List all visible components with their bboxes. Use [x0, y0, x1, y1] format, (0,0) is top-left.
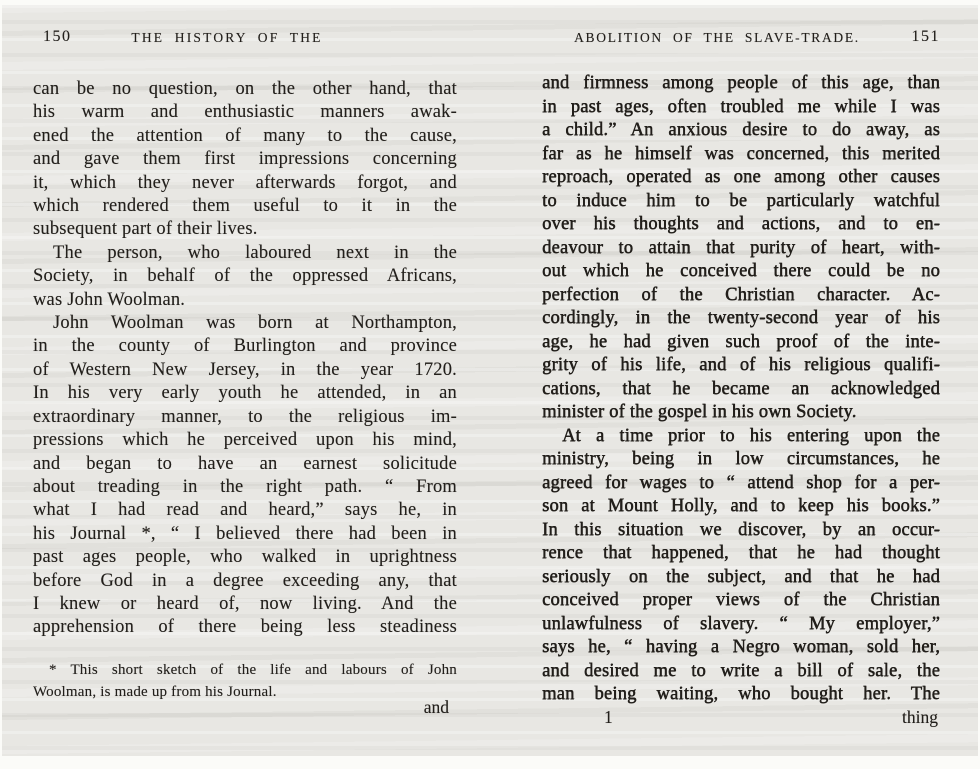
text-line: grity of his life, and of his religious qualifi-	[542, 355, 940, 375]
left-running-title: THE HISTORY OF THE	[131, 30, 323, 45]
text-line: a child.” An anxious desire to do away, as	[542, 120, 940, 140]
catchword: thing	[902, 706, 938, 727]
text-line: about treading in the right path. “ From	[33, 476, 457, 497]
text-line: over his thoughts and actions, and to en-	[542, 214, 940, 234]
text-line: son at Mount Holly, and to keep his books.”	[542, 496, 940, 516]
text-line: Society, in behalf of the oppressed Africans,	[33, 266, 457, 287]
left-page-number: 150	[43, 28, 72, 45]
text-line: perfection of the Christian character. Ac-	[542, 284, 940, 305]
text-line: In this situation we discover, by an occur-	[542, 519, 940, 540]
right-running-title: ABOLITION OF THE SLAVE-TRADE.	[574, 30, 860, 45]
text-line: Woolman, is made up from his Journal.	[33, 683, 277, 700]
text-line: it, which they never afterwards forgot, and	[33, 172, 457, 193]
text-line: At a time prior to his entering upon the	[562, 425, 940, 446]
text-line: deavour to attain that purity of heart, with-	[542, 237, 940, 258]
text-line: in the county of Burlington and province	[33, 336, 457, 357]
text-line: age, he had given such proof of the inte-	[542, 331, 940, 352]
text-line: and began to have an earnest solicitude	[33, 453, 457, 474]
right-page-number: 151	[911, 28, 940, 45]
text-line: subsequent part of their lives.	[33, 219, 258, 240]
text-line: and gave them first impressions concerning	[33, 149, 457, 170]
left-running-head	[33, 30, 457, 52]
page-right	[542, 30, 940, 731]
text-line: in past ages, often troubled me while I was	[542, 96, 940, 117]
text-line: conceived proper views of the Christian	[542, 590, 940, 610]
right-running-head	[542, 30, 940, 52]
text-line: of Western New Jersey, in the year 1720.	[33, 359, 457, 380]
left-body-text	[33, 78, 457, 640]
text-line: and desired me to write a bill of sale, the	[542, 660, 940, 681]
text-line: past ages people, who walked in uprightness	[33, 547, 457, 568]
text-line: I knew or heard of, now living. And the	[33, 593, 457, 614]
text-line: far as he himself was concerned, this merited	[542, 143, 940, 164]
text-line: his Journal *, “ I believed there had been in	[33, 523, 457, 544]
text-line: ministry, being in low circumstances, he	[542, 449, 940, 469]
text-line: was John Woolman.	[33, 289, 186, 310]
text-line: rence that happened, that he had thought	[542, 543, 940, 563]
text-line: to induce him to be particularly watchful	[542, 190, 940, 211]
text-line: can be no question, on the other hand, that	[33, 79, 457, 99]
right-signature-line	[542, 707, 940, 731]
text-line: unlawfulness of slavery. “ My employer,”	[542, 613, 940, 634]
text-line: pressions which he perceived upon his mind,	[33, 430, 457, 451]
text-line: out which he conceived there could be no	[542, 261, 940, 281]
text-line: minister of the gospel in his own Society.	[542, 402, 857, 422]
right-body-text	[542, 72, 940, 707]
text-line: man being waiting, who bought her. The	[542, 684, 940, 704]
text-line: * This short sketch of the life and labours of John	[49, 661, 457, 678]
text-line: apprehension of there being less steadiness	[33, 617, 457, 638]
text-line: which rendered them useful to it in the	[33, 196, 457, 217]
text-line: and firmness among people of this age, than	[542, 73, 940, 93]
text-line: seriously on the subject, and that he had	[542, 566, 940, 587]
catchword: and	[423, 697, 449, 718]
text-line: ened the attention of many to the cause,	[33, 125, 457, 146]
text-line: what I had read and heard,” says he, in	[33, 500, 457, 521]
signature-mark: 1	[604, 706, 613, 727]
page-left	[33, 30, 457, 718]
text-line: cations, that he became an acknowledged	[542, 378, 940, 399]
text-line: The person, who laboured next in the	[53, 242, 457, 263]
text-line: says he, “ having a Negro woman, sold her,	[542, 637, 940, 657]
text-line: agreed for wages to “ attend shop for a per-	[542, 472, 940, 493]
text-line: In his very early youth he attended, in an	[33, 383, 457, 404]
text-line: cordingly, in the twenty-second year of his	[542, 308, 940, 328]
text-line: his warm and enthusiastic manners awak-	[33, 102, 457, 123]
text-line: reproach, operated as one among other causes	[542, 167, 940, 187]
text-line: John Woolman was born at Northampton,	[53, 313, 457, 334]
text-line: extraordinary manner, to the religious im-	[33, 406, 457, 427]
text-line: before God in a degree exceeding any, that	[33, 570, 457, 591]
